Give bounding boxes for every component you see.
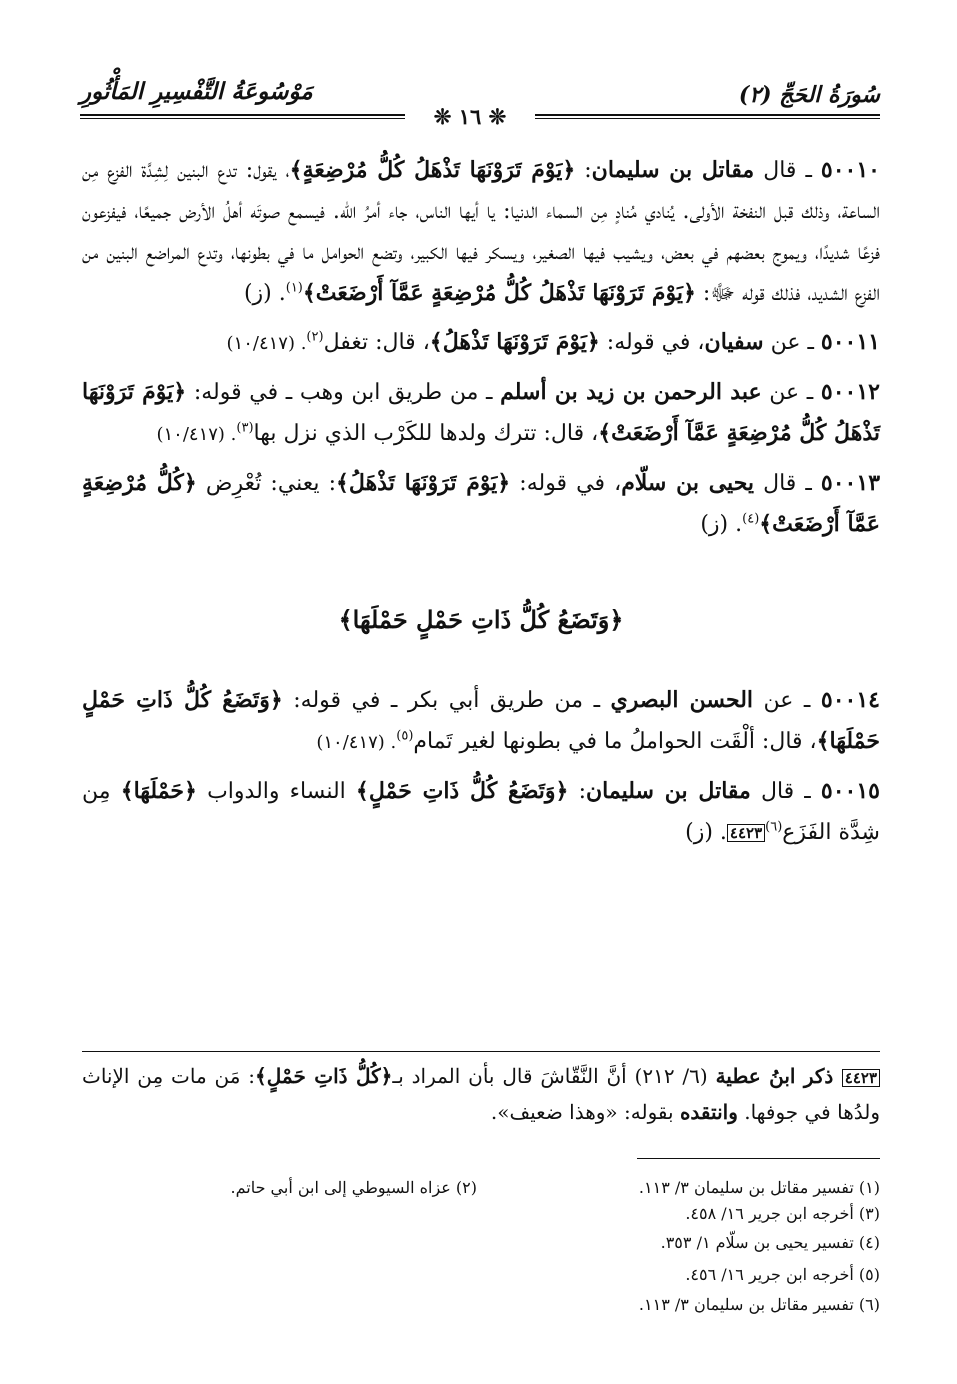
quran-quote: ﴿يَوْمَ تَرَوْنَهَا تَذْهَلُ﴾ xyxy=(429,329,600,355)
footnote-4: (٤) تفسير يحيى بن سلّام ١/ ٣٥٣. xyxy=(660,1233,880,1252)
commentary-note: ٤٤٢٣ ذكر ابنُ عطية (٦/ ٢١٢) أنَّ النَّقّاشَ قال بأن المراد بـ﴿كُلُّ ذَاتِ حَمْلٍ﴾: مَن مات مِن الإناث ولدُها في جوفها. وانتقده بقوله: «وهذا ضعيف». xyxy=(82,1064,880,1124)
source-reference: . (١٠/٤١٧) xyxy=(316,732,397,753)
main-text xyxy=(82,150,880,861)
footnote-3: (٣) أخرجه ابن جرير ١٦/ ٤٥٨. xyxy=(685,1204,880,1223)
narrator-name: سفيان xyxy=(704,329,764,355)
entry-50014: ٥٠٠١٤ ـ عن الحسن البصري ـ من طريق أبي بكر ـ في قوله: ﴿وَتَضَعُ كُلُّ ذَاتِ حَمْلٍ حَمْلَهَا﴾، قال: ألْقَت الحواملُ ما في بطونها لغير تَمام$^{(٥)}$. (١٠/٤١٧) xyxy=(82,687,880,754)
footnote-1: (١) تفسير مقاتل بن سليمان ٣/ ١١٣. xyxy=(638,1178,880,1197)
quran-quote: ﴿يَوْمَ تَرَوْنَهَا تَذْهَلُ كُلُّ مُرْضِعَةٍ عَمَّآ أَرْضَعَتْ﴾ xyxy=(82,379,880,446)
entry-50011: ٥٠٠١١ ـ عن سفيان، في قوله: ﴿يَوْمَ تَرَوْنَهَا تَذْهَلُ﴾، قال: تغفل$^{(٢)}$. (١٠/٤١٧) xyxy=(226,329,880,355)
header-series-title: مَوْسُوعَةُ التَّفْسِيرِ المَأْثُورِ xyxy=(80,78,313,105)
footnote-ref[interactable]: (٦) xyxy=(765,819,783,835)
narrator-name: مقاتل بن سليمان xyxy=(591,157,755,183)
entry-50012: ٥٠٠١٢ ـ عن عبد الرحمن بن زيد بن أسلم ـ من طريق ابن وهب ـ في قوله: ﴿يَوْمَ تَرَوْنَهَا تَذْهَلُ كُلُّ مُرْضِعَةٍ عَمَّآ أَرْضَعَتْ﴾، قال: تترك ولدها للكَرْب الذي نزل بها$^{(٣)}$. (١٠/٤١٧) xyxy=(82,379,880,446)
quran-quote: ﴿يَوْمَ تَرَوْنَهَا تَذْهَلُ كُلُّ مُرْضِعَةٍ﴾ xyxy=(289,157,576,183)
commentary-marker[interactable]: ٤٤٢٣ xyxy=(727,824,765,842)
narrator-name: عبد الرحمن بن زيد بن أسلم xyxy=(500,379,762,405)
entry-50010: ٥٠٠١٠ ـ قال مقاتل بن سليمان: ﴿يَوْمَ تَرَوْنَهَا تَذْهَلُ كُلُّ مُرْضِعَةٍ﴾، يقول: تدع البنين لِشِدَّة الفزع مِن الساعة، وذلك قبل النفخة الأولى. يُنادي مُنادٍ مِن السماء الدنيا: يا أيها الناس، جاء أمرُ الله. فيسمع صوتَه أهلُ الأرض جميعًا، فيفزعون فزعًا شديدًا، ويموج بعضهم في بعض، ويشيب فيها الصغير، ويسكر فيها الكبير، وتضع الحوامل ما في بطونها، وتدع المراضع البنين من الفزع الشديد، فذلك قوله ﷻ: ﴿يَوْمَ تَرَوْنَهَا تَذْهَلُ كُلُّ مُرْضِعَةٍ عَمَّآ أَرْضَعَتْ﴾$^{(١)}$. (ز) xyxy=(82,157,880,306)
page-number: ❊ ١٦ ❊ xyxy=(405,104,535,130)
quran-quote: ﴿وَتَضَعُ كُلُّ ذَاتِ حَمْلٍ﴾ xyxy=(355,778,569,804)
source-reference: . (١٠/٤١٧) xyxy=(226,333,307,354)
footnote-ref[interactable]: (٥) xyxy=(396,728,414,744)
footnote-2: (٢) عزاه السيوطي إلى ابن أبي حاتم. xyxy=(230,1178,477,1197)
header-surah-title: سُورَةُ الحَجِّ (٢) xyxy=(738,82,880,108)
narrator-name: يحيى بن سلّام xyxy=(621,470,755,496)
commentary-divider xyxy=(82,1051,880,1052)
quran-quote: ﴿وَتَضَعُ كُلُّ ذَاتِ حَمْلٍ حَمْلَهَا﴾ xyxy=(82,687,880,754)
narrator-name: مقاتل بن سليمان xyxy=(585,778,751,804)
commentary-marker: ٤٤٢٣ xyxy=(842,1069,880,1087)
quran-quote: ﴿يَوْمَ تَرَوْنَهَا تَذْهَلُ﴾ xyxy=(336,470,511,496)
entry-50013: ٥٠٠١٣ ـ قال يحيى بن سلّام، في قوله: ﴿يَوْمَ تَرَوْنَهَا تَذْهَلُ﴾: يعني: تُعْرِض ﴿كُلُّ مُرْضِعَةٍ عَمَّآ أَرْضَعَتْ﴾$^{(٤)}$. (ز) xyxy=(82,470,881,537)
narrator-name: الحسن البصري xyxy=(610,687,754,713)
footnote-6: (٦) تفسير مقاتل بن سليمان ٣/ ١١٣. xyxy=(638,1295,880,1314)
source-reference: . (١٠/٤١٧) xyxy=(156,424,237,445)
footnote-5: (٥) أخرجه ابن جرير ١٦/ ٤٥٦. xyxy=(685,1265,880,1284)
quran-quote: ﴿كُلُّ ذَاتِ حَمْلٍ﴾ xyxy=(255,1064,393,1088)
quran-quote: ﴿حَمْلَهَا﴾ xyxy=(120,778,197,804)
footnote-ref[interactable]: (٣) xyxy=(236,420,254,436)
quran-quote: ﴿يَوْمَ تَرَوْنَهَا تَذْهَلُ كُلُّ مُرْضِعَةٍ عَمَّآ أَرْضَعَتْ﴾ xyxy=(302,280,696,306)
footnote-ref[interactable]: (٤) xyxy=(742,511,760,527)
footnote-divider xyxy=(637,1158,880,1159)
section-heading: ﴿وَتَضَعُ كُلُّ ذَاتِ حَمْلٍ حَمْلَهَا﴾ xyxy=(338,605,624,634)
entry-50015: ٥٠٠١٥ ـ قال مقاتل بن سليمان: ﴿وَتَضَعُ كُلُّ ذَاتِ حَمْلٍ﴾ النساء والدواب ﴿حَمْلَهَا﴾ مِن شِدَّة الفَزَع$^{(٦)}$٤٤٢٣. (ز) xyxy=(82,778,880,845)
footnote-ref[interactable]: (١) xyxy=(285,280,303,296)
footnote-ref[interactable]: (٢) xyxy=(306,329,324,345)
quran-quote: ﴿كُلُّ مُرْضِعَةٍ عَمَّآ أَرْضَعَتْ﴾ xyxy=(82,470,880,537)
